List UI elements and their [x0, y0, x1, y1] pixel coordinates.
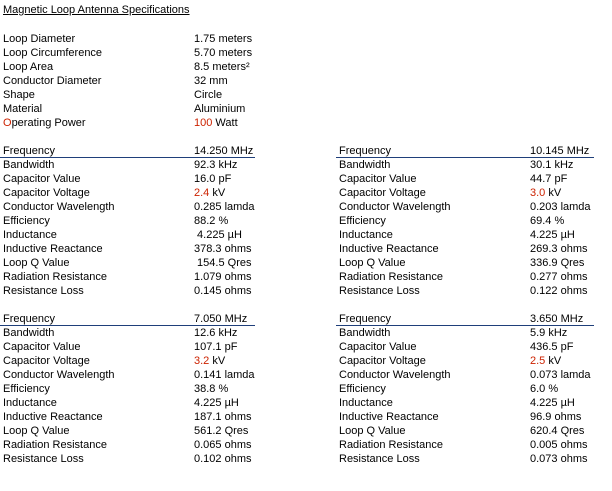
band-row-bandwidth: [3, 326, 259, 340]
row-value: 4.225 µH: [530, 229, 575, 241]
row-label: Inductance: [339, 229, 393, 241]
row-value: 561.2 Qres: [194, 425, 249, 437]
band-row-resistance-loss: [339, 284, 595, 298]
spec-label: Loop Circumference: [3, 47, 103, 59]
band-row-bandwidth: [3, 158, 259, 172]
band-row-inductance: [3, 228, 259, 242]
band-row-bandwidth: [339, 326, 595, 340]
row-value: 0.285 lamda: [194, 201, 255, 213]
row-label: Frequency: [3, 145, 55, 157]
row-value: 5.9 kHz: [530, 327, 568, 339]
band-row-capacitor-value: [339, 340, 595, 354]
row-label: Resistance Loss: [3, 285, 84, 297]
row-value: 69.4 %: [530, 215, 565, 227]
band-row-inductance: [339, 396, 595, 410]
spec-value: 5.70 meters: [194, 47, 253, 59]
row-label: Bandwidth: [3, 327, 55, 339]
spec-row-operating-power: [3, 116, 263, 130]
voltage-number: 2.4: [194, 187, 210, 199]
row-value: 0.073 lamda: [530, 369, 591, 381]
band-row-resistance-loss: [339, 452, 595, 466]
row-value: 7.050 MHz: [194, 313, 248, 325]
row-value: 0.102 ohms: [194, 453, 252, 465]
spec-value: Circle: [194, 89, 223, 101]
row-value: 4.225 µH: [194, 397, 239, 409]
row-label: Efficiency: [3, 215, 50, 227]
band-row-conductor-wavelength: [3, 200, 259, 214]
row-label: Bandwidth: [339, 327, 391, 339]
row-label: Frequency: [339, 313, 391, 325]
band-row-inductive-reactance: [339, 242, 595, 256]
row-label: Capacitor Voltage: [339, 187, 426, 199]
spec-value: 8.5 meters²: [194, 61, 250, 73]
voltage-number: 2.5: [530, 355, 546, 367]
band-row-resistance-loss: [3, 452, 259, 466]
power-value: 100: [194, 117, 213, 129]
row-label: Efficiency: [3, 383, 50, 395]
row-label: Inductive Reactance: [3, 243, 103, 255]
band-row-loop-q-value: [339, 424, 595, 438]
row-value: 0.277 ohms: [530, 271, 588, 283]
row-value: 107.1 pF: [194, 341, 238, 353]
row-value: 96.9 ohms: [530, 411, 582, 423]
row-value: 10.145 MHz: [530, 145, 590, 157]
spec-row-material: [3, 102, 263, 116]
row-value: 38.8 %: [194, 383, 229, 395]
row-value: 4.225 µH: [530, 397, 575, 409]
row-value: 44.7 pF: [530, 173, 568, 185]
row-label: Radiation Resistance: [339, 271, 443, 283]
row-value: 336.9 Qres: [530, 257, 585, 269]
band-row-inductive-reactance: [3, 242, 259, 256]
band-row-radiation-resistance: [339, 438, 595, 452]
band-row-capacitor-value: [3, 172, 259, 186]
voltage-unit: kV: [209, 187, 226, 199]
row-label: Radiation Resistance: [339, 439, 443, 451]
spec-label: [3, 116, 86, 130]
spec-label: Shape: [3, 89, 35, 101]
row-value: 187.1 ohms: [194, 411, 252, 423]
band-row-conductor-wavelength: [3, 368, 259, 382]
band-row-frequency: [339, 144, 595, 158]
row-value: 3.650 MHz: [530, 313, 584, 325]
band-row-loop-q-value: [3, 256, 259, 270]
row-value: 12.6 kHz: [194, 327, 238, 339]
row-label: Loop Q Value: [3, 257, 70, 269]
row-label: Inductance: [3, 397, 57, 409]
voltage-unit: kV: [545, 187, 562, 199]
row-label: Loop Q Value: [339, 257, 406, 269]
band-row-radiation-resistance: [3, 270, 259, 284]
band-row-inductive-reactance: [3, 410, 259, 424]
band-row-inductive-reactance: [339, 410, 595, 424]
row-label: Inductive Reactance: [339, 243, 439, 255]
spec-value: [194, 116, 238, 130]
row-value: 1.079 ohms: [194, 271, 252, 283]
row-label: Loop Q Value: [3, 425, 70, 437]
row-value: 16.0 pF: [194, 173, 232, 185]
row-value: 0.122 ohms: [530, 285, 588, 297]
band-row-bandwidth: [339, 158, 595, 172]
row-value: [530, 354, 561, 368]
spec-row-loop-diameter: [3, 32, 263, 46]
row-value: 378.3 ohms: [194, 243, 252, 255]
band-row-capacitor-voltage: [339, 354, 595, 368]
row-label: Capacitor Voltage: [339, 355, 426, 367]
row-value: 30.1 kHz: [530, 159, 574, 171]
power-unit: Watt: [212, 117, 238, 129]
row-value: 92.3 kHz: [194, 159, 238, 171]
row-label: Bandwidth: [339, 159, 391, 171]
band-row-conductor-wavelength: [339, 200, 595, 214]
row-label: Inductive Reactance: [3, 411, 103, 423]
spec-value: 1.75 meters: [194, 33, 253, 45]
row-label: Conductor Wavelength: [3, 369, 115, 381]
spec-row-shape: [3, 88, 263, 102]
row-label: Capacitor Value: [339, 173, 417, 185]
band-row-resistance-loss: [3, 284, 259, 298]
row-value: 0.141 lamda: [194, 369, 255, 381]
voltage-number: 3.2: [194, 355, 210, 367]
band-row-loop-q-value: [339, 256, 595, 270]
row-label: Efficiency: [339, 383, 386, 395]
band-row-frequency: [3, 144, 259, 158]
row-label: Inductance: [3, 229, 57, 241]
row-value: 0.065 ohms: [194, 439, 252, 451]
row-label: Capacitor Value: [339, 341, 417, 353]
row-value: [194, 186, 225, 200]
spec-label: Loop Area: [3, 61, 54, 73]
row-label: Loop Q Value: [339, 425, 406, 437]
row-value: 0.203 lamda: [530, 201, 591, 213]
page-title: Magnetic Loop Antenna Specifications: [3, 4, 190, 16]
band-row-frequency: [339, 312, 595, 326]
row-value: 4.225 µH: [194, 229, 242, 241]
voltage-unit: kV: [545, 355, 562, 367]
row-value: 436.5 pF: [530, 341, 574, 353]
band-row-efficiency: [339, 214, 595, 228]
row-label: Conductor Wavelength: [3, 201, 115, 213]
band-row-efficiency: [3, 214, 259, 228]
row-label: Resistance Loss: [3, 453, 84, 465]
row-value: [530, 186, 561, 200]
row-value: [194, 354, 225, 368]
band-row-loop-q-value: [3, 424, 259, 438]
row-label: Frequency: [339, 145, 391, 157]
row-value: 269.3 ohms: [530, 243, 588, 255]
spec-value: 32 mm: [194, 75, 228, 87]
band-row-capacitor-voltage: [3, 186, 259, 200]
spec-row-conductor-diameter: [3, 74, 263, 88]
row-label: Conductor Wavelength: [339, 369, 451, 381]
band-row-capacitor-voltage: [339, 186, 595, 200]
row-label: Bandwidth: [3, 159, 55, 171]
band-row-efficiency: [3, 382, 259, 396]
row-value: 14.250 MHz: [194, 145, 254, 157]
row-label: Resistance Loss: [339, 453, 420, 465]
row-label: Capacitor Voltage: [3, 355, 90, 367]
band-row-capacitor-value: [3, 340, 259, 354]
spec-label: Loop Diameter: [3, 33, 76, 45]
band-row-capacitor-value: [339, 172, 595, 186]
band-row-radiation-resistance: [3, 438, 259, 452]
row-value: 154.5 Qres: [194, 257, 252, 269]
row-label: Capacitor Voltage: [3, 187, 90, 199]
band-row-radiation-resistance: [339, 270, 595, 284]
row-label: Inductive Reactance: [339, 411, 439, 423]
row-value: 0.145 ohms: [194, 285, 252, 297]
spec-row-loop-area: [3, 60, 263, 74]
spec-label: Conductor Diameter: [3, 75, 102, 87]
row-label: Capacitor Value: [3, 173, 81, 185]
row-label: Radiation Resistance: [3, 439, 107, 451]
row-value: 0.073 ohms: [530, 453, 588, 465]
voltage-number: 3.0: [530, 187, 546, 199]
row-label: Radiation Resistance: [3, 271, 107, 283]
band-row-frequency: [3, 312, 259, 326]
row-label: Efficiency: [339, 215, 386, 227]
row-label: Frequency: [3, 313, 55, 325]
spec-value: Aluminium: [194, 103, 246, 115]
power-label-initial: O: [3, 117, 12, 129]
row-label: Conductor Wavelength: [339, 201, 451, 213]
band-row-efficiency: [339, 382, 595, 396]
spec-row-loop-circumference: [3, 46, 263, 60]
band-row-capacitor-voltage: [3, 354, 259, 368]
row-label: Resistance Loss: [339, 285, 420, 297]
row-label: Inductance: [339, 397, 393, 409]
power-label-rest: perating Power: [11, 117, 86, 129]
band-row-inductance: [3, 396, 259, 410]
band-row-inductance: [339, 228, 595, 242]
row-value: 88.2 %: [194, 215, 229, 227]
band-row-conductor-wavelength: [339, 368, 595, 382]
row-label: Capacitor Value: [3, 341, 81, 353]
row-value: 0.005 ohms: [530, 439, 588, 451]
row-value: 6.0 %: [530, 383, 559, 395]
row-value: 620.4 Qres: [530, 425, 585, 437]
spec-label: Material: [3, 103, 43, 115]
voltage-unit: kV: [209, 355, 226, 367]
